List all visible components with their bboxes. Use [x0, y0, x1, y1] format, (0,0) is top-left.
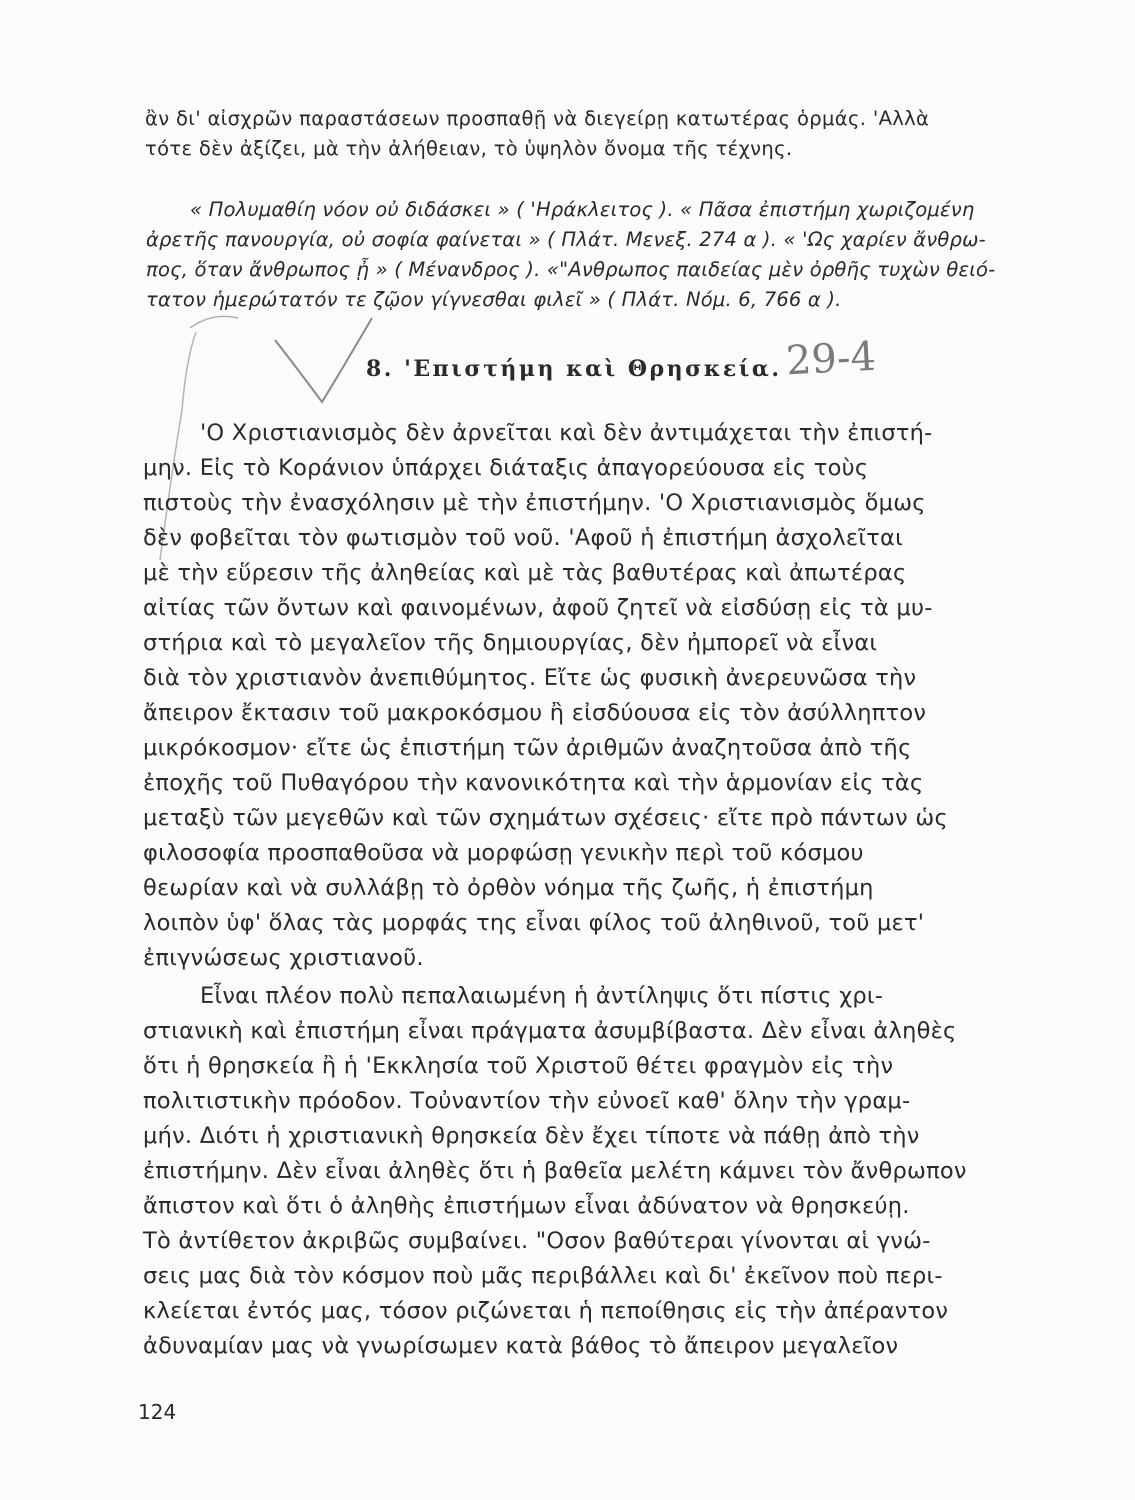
page-number: 124 — [138, 1400, 177, 1424]
paragraph1-line: μικρόκοσμον· εἴτε ὡς ἐπιστήμη τῶν ἀριθμῶν ἀναζητοῦσα ἀπὸ τῆς — [143, 735, 912, 761]
paragraph1-line: λοιπὸν ὑφ' ὅλας τὰς μορφάς της εἶναι φίλος τοῦ ἀληθινοῦ, τοῦ μετ' — [143, 910, 925, 936]
paragraph2-line: ἐπιστήμην. Δὲν εἶναι ἀληθὲς ὅτι ἡ βαθεῖα μελέτη κάμνει τὸν ἄνθρωπον — [143, 1158, 967, 1184]
quote-line: πος, ὅταν ἄνθρωπος ᾖ » ( Μένανδρος ). «"Ανθρωπος παιδείας μὲν ὀρθῆς τυχὼν θειό- — [146, 258, 996, 281]
paragraph1-line: διὰ τὸν χριστιανὸν ἀνεπιθύμητος. Εἴτε ὡς φυσικὴ ἀνερευνῶσα τὴν — [143, 665, 917, 691]
paragraph1-line: μην. Εἰς τὸ Κοράνιον ὑπάρχει διάταξις ἀπαγορεύουσα εἰς τοὺς — [143, 455, 869, 481]
paragraph1-line: αἰτίας τῶν ὄντων καὶ φαινομένων, ἀφοῦ ζητεῖ νὰ εἰσδύσῃ εἰς τὰ μυ- — [143, 595, 933, 621]
paragraph1-line: στήρια καὶ τὸ μεγαλεῖον τῆς δημιουργίας, δὲν ἠμπορεῖ νὰ εἶναι — [143, 630, 878, 656]
paragraph1-line: 'Ο Χριστιανισμὸς δὲν ἀρνεῖται καὶ δὲν ἀντιμάχεται τὴν ἐπιστή- — [200, 420, 933, 446]
quote-line: τατον ἡμερώτατόν τε ζῷον γίγνεσθαι φιλεῖ » ( Πλάτ. Νόμ. 6, 766 α ). — [146, 288, 842, 311]
paragraph2-line: ἀδυναμίαν μας νὰ γνωρίσωμεν κατὰ βάθος τὸ ἄπειρον μεγαλεῖον — [143, 1333, 899, 1359]
paragraph1-line: μεταξὺ τῶν μεγεθῶν καὶ τῶν σχημάτων σχέσεις· εἴτε πρὸ πάντων ὡς — [143, 805, 948, 831]
section-heading: 8. 'Επιστήμη καὶ Θρησκεία. — [366, 356, 782, 382]
handwritten-note: 29-4 — [784, 333, 878, 385]
paragraph1-line: θεωρίαν καὶ νὰ συλλάβῃ τὸ ὀρθὸν νόημα τῆς ζωῆς, ἡ ἐπιστήμη — [143, 875, 874, 901]
paragraph1-line: φιλοσοφία προσπαθοῦσα νὰ μορφώσῃ γενικὴν περὶ τοῦ κόσμου — [143, 840, 864, 866]
paragraph1-line: δὲν φοβεῖται τὸν φωτισμὸν τοῦ νοῦ. 'Αφοῦ ἡ ἐπιστήμη ἀσχολεῖται — [143, 525, 903, 551]
intro-line: ἂν δι' αἰσχρῶν παραστάσεων προσπαθῇ νὰ διεγείρῃ κατωτέρας ὁρμάς. 'Αλλὰ — [145, 107, 930, 130]
paragraph1-line: ἐπιγνώσεως χριστιανοῦ. — [143, 945, 424, 971]
paragraph2-line: Εἶναι πλέον πολὺ πεπαλαιωμένη ἡ ἀντίληψις ὅτι πίστις χρι- — [200, 983, 884, 1009]
paragraph2-line: ἄπιστον καὶ ὅτι ὁ ἀληθὴς ἐπιστήμων εἶναι ἀδύνατον νὰ θρησκεύῃ. — [143, 1193, 910, 1219]
paragraph2-line: ὅτι ἡ θρησκεία ἢ ἡ 'Εκκλησία τοῦ Χριστοῦ θέτει φραγμὸν εἰς τὴν — [143, 1053, 894, 1079]
paragraph2-line: πολιτιστικὴν πρόοδον. Τοὐναντίον τὴν εὐνοεῖ καθ' ὅλην τὴν γραμ- — [143, 1088, 911, 1114]
paragraph1-line: πιστοὺς τὴν ἐνασχόλησιν μὲ τὴν ἐπιστήμην. 'Ο Χριστιανισμὸς ὅμως — [143, 490, 926, 516]
paragraph2-line: μήν. Διότι ἡ χριστιανικὴ θρησκεία δὲν ἔχει τίποτε νὰ πάθῃ ἀπὸ τὴν — [143, 1123, 920, 1149]
paragraph2-line: Τὸ ἀντίθετον ἀκριβῶς συμβαίνει. "Οσον βαθύτεραι γίνονται αἱ γνώ- — [143, 1228, 931, 1254]
intro-line: τότε δὲν ἀξίζει, μὰ τὴν ἀλήθειαν, τὸ ὑψηλὸν ὄνομα τῆς τέχνης. — [145, 137, 793, 160]
paragraph1-line: ἐποχῆς τοῦ Πυθαγόρου τὴν κανονικότητα καὶ τὴν ἁρμονίαν εἰς τὰς — [143, 770, 924, 796]
quote-line: ἀρετῆς πανουργία, οὐ σοφία φαίνεται » ( Πλάτ. Μενεξ. 274 α ). « 'Ως χαρίεν ἄνθρω- — [146, 228, 986, 251]
paragraph1-line: μὲ τὴν εὕρεσιν τῆς ἀληθείας καὶ μὲ τὰς βαθυτέρας καὶ ἀπωτέρας — [143, 560, 907, 586]
paragraph2-line: κλείεται ἐντός μας, τόσον ριζώνεται ἡ πεποίθησις εἰς τὴν ἀπέραντον — [143, 1298, 949, 1324]
paragraph2-line: στιανικὴ καὶ ἐπιστήμη εἶναι πράγματα ἀσυμβίβαστα. Δὲν εἶναι ἀληθὲς — [143, 1018, 957, 1044]
paragraph2-line: σεις μας διὰ τὸν κόσμον ποὺ μᾶς περιβάλλει καὶ δι' ἐκεῖνον ποὺ περι- — [143, 1263, 943, 1289]
quote-line: « Πολυμαθίη νόον οὐ διδάσκει » ( 'Ηράκλειτος ). « Πᾶσα ἐπιστήμη χωριζομένη — [190, 198, 975, 221]
paragraph1-line: ἄπειρον ἔκτασιν τοῦ μακροκόσμου ἢ εἰσδύουσα εἰς τὸν ἀσύλληπτον — [143, 700, 927, 726]
